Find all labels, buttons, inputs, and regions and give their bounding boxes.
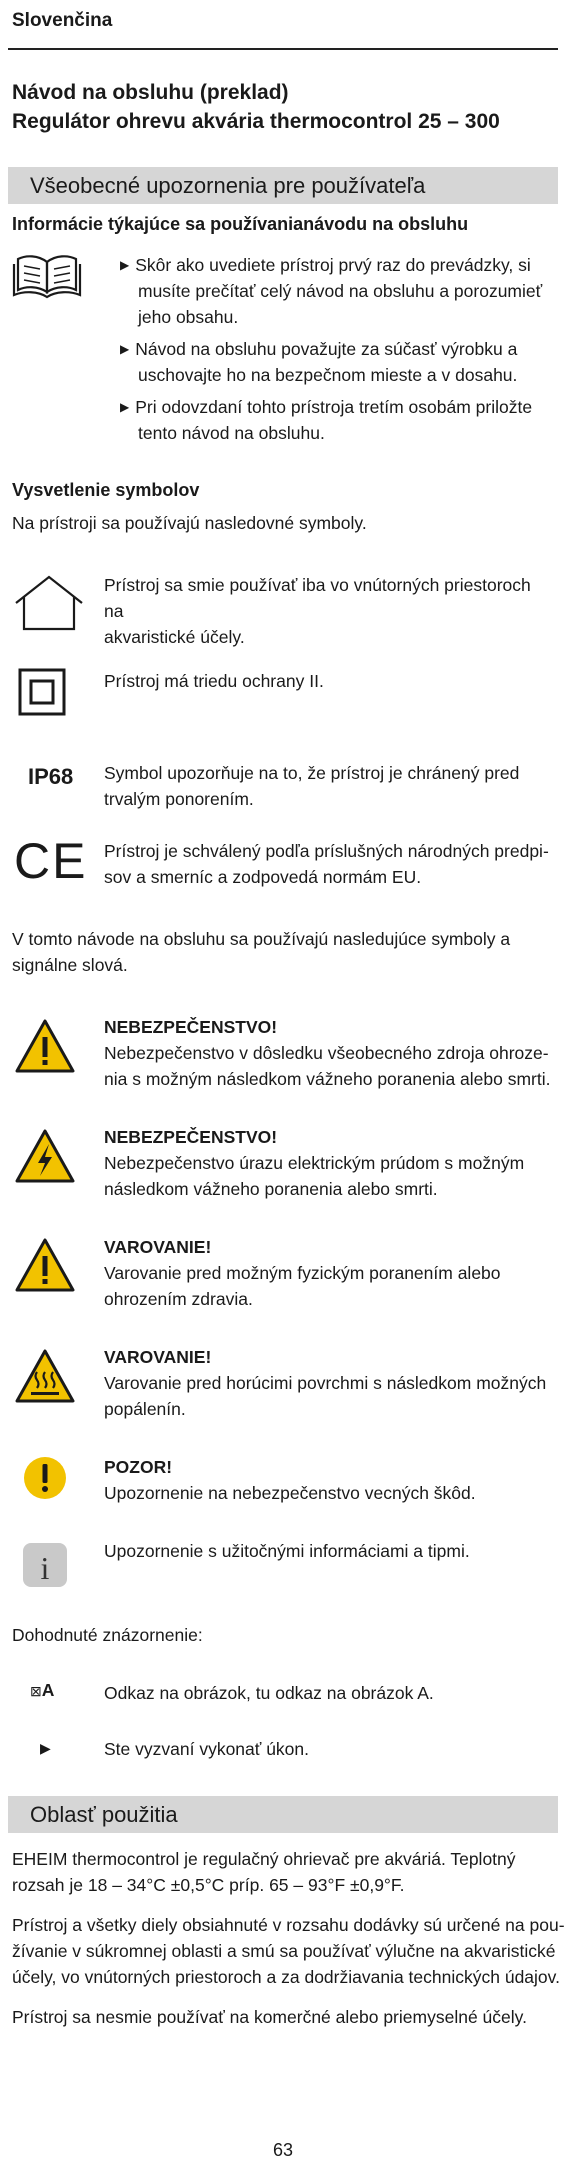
document-title bbox=[12, 78, 500, 136]
section-heading-general: Všeobecné upozornenia pre používateľa bbox=[30, 173, 426, 198]
info-icon bbox=[22, 1542, 68, 1588]
info-heading: Informácie týkajúce sa používanianávodu na obsluhu bbox=[12, 214, 469, 234]
bullet-marker-icon: ▶ bbox=[120, 342, 130, 356]
signal-danger-electric: NEBEZPEČENSTVO! Nebezpečenstvo úrazu elektrickým prúdom s možným následkom vážneho poranenia alebo smrti. bbox=[104, 1127, 525, 1199]
bullet-marker-icon: ▶ bbox=[120, 400, 130, 414]
header-divider bbox=[8, 48, 558, 50]
section-band-general bbox=[8, 167, 558, 204]
bullet-item: ▶ Pri odovzdaní tohto prístroja tretím osobám priložte tento návod na obsluhu. bbox=[120, 397, 533, 443]
section-band-use bbox=[8, 1796, 558, 1833]
title-line-1: Návod na obsluhu (preklad) bbox=[12, 81, 289, 104]
symbol-desc-ce: Prístroj je schválený podľa príslušných národných predpi- sov a smerníc a zodpovedá normám EU. bbox=[104, 841, 549, 887]
action-arrow-icon: ▶ bbox=[40, 1740, 51, 1756]
signal-intro: V tomto návode na obsluhu sa používajú nasledujúce symboly a signálne slová. bbox=[12, 929, 511, 975]
symbols-intro: Na prístroji sa používajú nasledovné symboly. bbox=[12, 513, 367, 533]
symbols-heading: Vysvetlenie symbolov bbox=[12, 480, 200, 500]
book-icon bbox=[12, 250, 82, 300]
bullet-item: ▶ Skôr ako uvediete prístroj prvý raz do prevádzky, si musíte prečítať celý návod na obsluhu a porozumieť jeho obsahu. bbox=[120, 255, 543, 327]
use-paragraph-2: Prístroj a všetky diely obsiahnuté v rozsahu dodávky sú určené na pou- žívanie v súkromnej oblasti a smú sa používať výlučne na akvaristické účely, vo vnútorných priestoroch a za dodržiavania technických údajov. bbox=[12, 1915, 565, 1987]
bullet-marker-icon: ▶ bbox=[120, 258, 130, 272]
electric-shock-warning-icon bbox=[14, 1128, 76, 1184]
figure-reference-desc: Odkaz na obrázok, tu odkaz na obrázok A. bbox=[104, 1683, 434, 1703]
indoor-house-icon bbox=[12, 573, 86, 633]
signal-info: Upozornenie s užitočnými informáciami a tipmi. bbox=[104, 1541, 470, 1561]
title-line-2: Regulátor ohrevu akvária thermocontrol 25 – 300 bbox=[12, 110, 500, 133]
use-paragraph-3: Prístroj sa nesmie používať na komerčné alebo priemyselné účely. bbox=[12, 2007, 527, 2027]
use-paragraph-1: EHEIM thermocontrol je regulačný ohrievač pre akváriá. Teplotný rozsah je 18 – 34°C ±0,5°C príp. 65 – 93°F ±0,9°F. bbox=[12, 1849, 516, 1895]
signal-warning-injury: VAROVANIE! Varovanie pred možným fyzickým poranením alebo ohrozením zdravia. bbox=[104, 1237, 501, 1309]
section-heading-use: Oblasť použitia bbox=[30, 1802, 178, 1827]
hot-surface-warning-icon bbox=[14, 1348, 76, 1404]
svg-text:i: i bbox=[40, 1550, 50, 1586]
protection-class-ii-icon bbox=[18, 668, 66, 716]
signal-warning-hot: VAROVANIE! Varovanie pred horúcimi povrchmi s následkom možných popálenín. bbox=[104, 1347, 547, 1419]
caution-exclamation-icon bbox=[22, 1455, 68, 1501]
conventions-heading: Dohodnuté znázornenie: bbox=[12, 1625, 203, 1645]
ce-mark-icon: CE bbox=[14, 833, 88, 889]
warning-icon bbox=[14, 1237, 76, 1293]
figure-reference-icon: ⊠A bbox=[30, 1680, 55, 1700]
bullet-item: ▶ Návod na obsluhu považujte za súčasť výrobku a uschovajte ho na bezpečnom mieste a v dosahu. bbox=[120, 339, 518, 385]
signal-caution: POZOR! Upozornenie na nebezpečenstvo vecných škôd. bbox=[104, 1457, 476, 1503]
symbol-desc-class-ii: Prístroj má triedu ochrany II. bbox=[104, 671, 324, 691]
ip68-icon: IP68 bbox=[28, 764, 74, 789]
symbol-desc-ip68: Symbol upozorňuje na to, že prístroj je chránený pred trvalým ponorením. bbox=[104, 763, 520, 809]
danger-warning-icon bbox=[14, 1018, 76, 1074]
symbol-desc-indoor: Prístroj sa smie používať iba vo vnútorných priestoroch na akvaristické účely. bbox=[104, 575, 531, 647]
language-label: Slovenčina bbox=[12, 10, 113, 31]
action-desc: Ste vyzvaní vykonať úkon. bbox=[104, 1739, 310, 1759]
signal-danger-general: NEBEZPEČENSTVO! Nebezpečenstvo v dôsledku všeobecného zdroja ohroze- nia s možným následkom vážneho poranenia alebo smrti. bbox=[104, 1017, 551, 1089]
page-number: 63 bbox=[272, 2140, 294, 2160]
